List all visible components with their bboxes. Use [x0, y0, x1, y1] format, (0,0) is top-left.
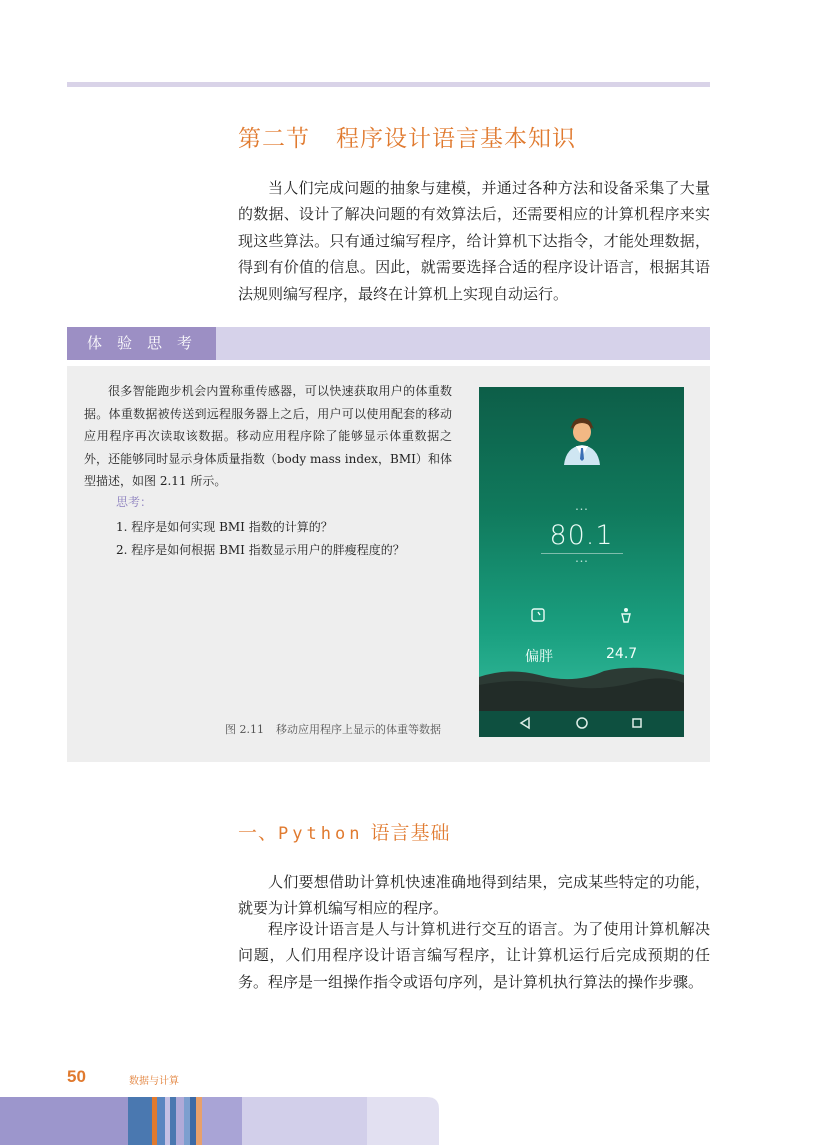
intro-paragraph: 当人们完成问题的抽象与建模，并通过各种方法和设备采集了大量的数据、设计了解决问题的有效算法后，还需要相应的计算机程序来实现这些算法。只有通过编写程序，给计算机下达指令，才能处理数据，得到有价值的信息。因此，就需要选择合适的程序设计语言，根据其语法规则编写程序，最终在计算机上实现自动运行。 [238, 179, 710, 303]
top-rule [67, 82, 710, 87]
book-title: 数据与计算 [129, 1076, 179, 1087]
subsection-title-latin: Python [278, 824, 364, 844]
home-nav-icon[interactable] [575, 716, 589, 730]
phone-screenshot [479, 387, 684, 737]
figure-caption [225, 721, 441, 737]
avatar-icon [562, 415, 602, 465]
subsection-title [238, 818, 451, 845]
figure-caption-number: 图 2.11 [225, 723, 264, 736]
recent-nav-icon[interactable] [631, 716, 643, 730]
body-icon [619, 607, 633, 623]
bmi-description: 偏胖 [525, 649, 553, 665]
experience-box-text: 很多智能跑步机会内置称重传感器，可以快速获取用户的体重数据。体重数据被传送到远程服务器上之后，用户可以使用配套的移动应用程序再次读取该数据。移动应用程序除了能够显示体重数据之外，还能够同时显示身体质量指数（body mass index，BMI）和体型描述，如图 2.11 所示。 [84, 384, 452, 488]
experience-box-header [67, 327, 710, 360]
subsection-number: 一、 [238, 822, 279, 844]
section-title-text: 程序设计语言基本知识 [336, 126, 576, 152]
question-item: 1. 程序是如何实现 BMI 指数的计算的？ [116, 520, 333, 534]
section-number: 第二节 [238, 126, 310, 152]
bottom-decorative-band [0, 1097, 439, 1145]
question-item: 2. 程序是如何根据 BMI 指数显示用户的胖瘦程度的？ [116, 543, 405, 557]
scale-icon [531, 607, 545, 623]
experience-box-tag: 体验思考 [67, 327, 216, 360]
subsection-title-cn: 语言基础 [370, 822, 451, 844]
page-number: 50 [67, 1067, 86, 1086]
weight-sub-label: • • • [575, 559, 588, 565]
section-title [238, 120, 576, 153]
bmi-value: 24.7 [606, 646, 638, 662]
figure-caption-text: 移动应用程序上显示的体重等数据 [276, 723, 441, 736]
paragraph-3: 程序设计语言是人与计算机进行交互的语言。为了使用计算机解决问题，人们用程序设计语言编写程序，让计算机运行后完成预期的任务。程序是一组操作指令或语句序列，是计算机执行算法的操作步骤。 [238, 920, 710, 991]
phone-nav-bar [479, 711, 684, 737]
mountain-graphic [479, 663, 684, 711]
weight-divider [541, 553, 623, 554]
weight-label: • • • [575, 507, 588, 513]
paragraph-2: 人们要想借助计算机快速准确地得到结果，完成某些特定的功能，就要为计算机编写相应的程序。 [238, 873, 710, 918]
back-nav-icon[interactable] [519, 716, 531, 730]
weight-value: 80.1 [549, 520, 614, 551]
think-label: 思考： [116, 495, 153, 509]
